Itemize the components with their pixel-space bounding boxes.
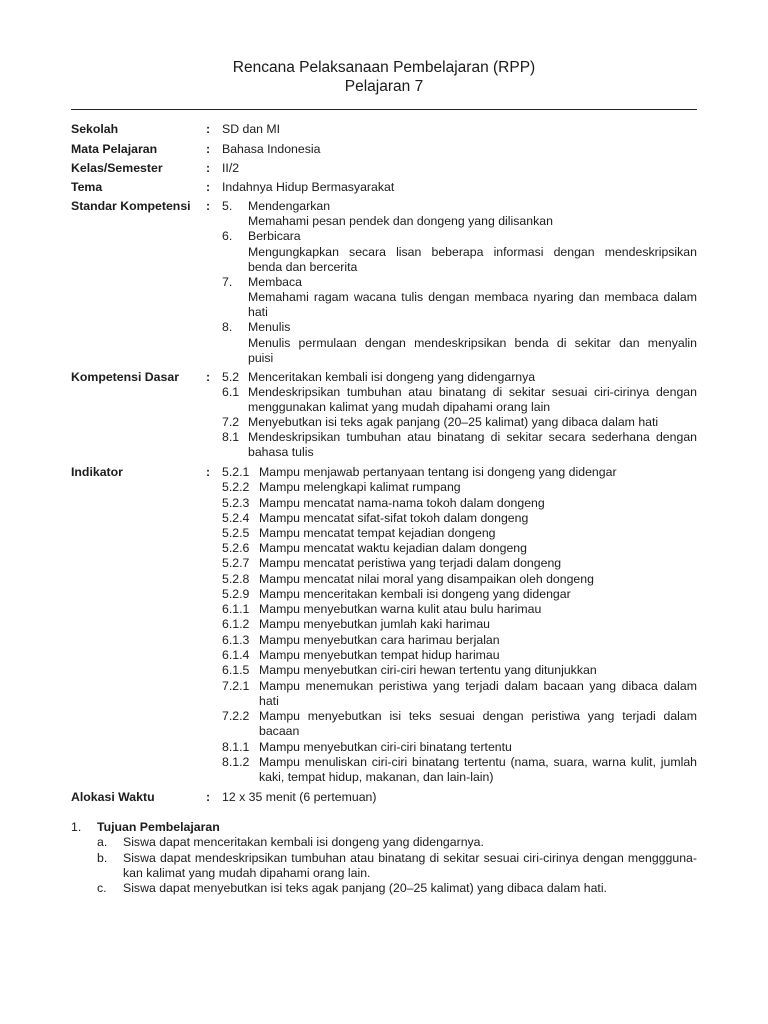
value-alokasi-waktu: 12 x 35 menit (6 pertemuan) xyxy=(222,790,377,804)
indikator-number: 8.1.1 xyxy=(222,740,250,754)
value-tema: Indahnya Hidup Bermasyarakat xyxy=(222,180,395,194)
indikator-number: 5.2.8 xyxy=(222,572,250,586)
indikator-line: Mampu menyebutkan ciri-ciri hewan tertentu yang ditunjukkan xyxy=(259,663,597,677)
indikator-number: 5.2.4 xyxy=(222,511,250,525)
indikator-line: Mampu menyebutkan jumlah kaki harimau xyxy=(259,617,491,631)
indikator-number: 8.1.2 xyxy=(222,755,250,769)
indikator-line: Mampu menyebutkan ciri-ciri binatang tertentu xyxy=(259,740,512,754)
list-letter: c. xyxy=(97,881,107,895)
sk-title: Membaca xyxy=(248,275,302,289)
indikator-line: Mampu mencatat tempat kejadian dongeng xyxy=(259,526,496,540)
sk-line: Memahami ragam wacana tulis dengan membaca nyaring dan membaca dalam xyxy=(248,290,697,304)
kd-number: 7.2 xyxy=(222,415,240,429)
indikator-line: hati xyxy=(259,694,279,708)
section-heading-tujuan: Tujuan Pembelajaran xyxy=(97,820,220,834)
kd-number: 5.2 xyxy=(222,370,240,384)
indikator-number: 7.2.2 xyxy=(222,709,250,723)
indikator-number: 5.2.5 xyxy=(222,526,250,540)
sk-line: Mengungkapkan secara lisan beberapa informasi dengan mendeskripsikan xyxy=(248,245,697,259)
sk-line: Memahami pesan pendek dan dongeng yang dilisankan xyxy=(248,214,553,228)
label-mata-pelajaran: Mata Pelajaran xyxy=(71,142,158,156)
indikator-line: bacaan xyxy=(259,724,300,738)
colon: : xyxy=(206,370,211,384)
sk-number: 8. xyxy=(222,320,233,334)
indikator-line: Mampu mencatat waktu kejadian dalam dongeng xyxy=(259,541,527,555)
title-divider xyxy=(71,109,697,110)
indikator-line: Mampu mencatat sifat-sifat tokoh dalam dongeng xyxy=(259,511,529,525)
kd-number: 6.1 xyxy=(222,385,240,399)
colon: : xyxy=(206,142,211,156)
indikator-line: Mampu melengkapi kalimat rumpang xyxy=(259,480,461,494)
value-kelas-semester: II/2 xyxy=(222,161,240,175)
label-kelas-semester: Kelas/Semester xyxy=(71,161,163,175)
indikator-line: Mampu menyebutkan isi teks sesuai dengan peristiwa yang terjadi dalam xyxy=(259,709,697,723)
kd-number: 8.1 xyxy=(222,430,240,444)
kd-line: Mendeskripsikan tumbuhan atau binatang di sekitar secara sederhana dengan xyxy=(248,430,697,444)
sk-title: Menulis xyxy=(248,320,291,334)
indikator-line: kaki, tempat hidup, makanan, dan lain-lain) xyxy=(259,770,494,784)
indikator-number: 6.1.1 xyxy=(222,602,250,616)
list-letter: a. xyxy=(97,835,108,849)
indikator-number: 5.2.3 xyxy=(222,496,250,510)
section-number: 1. xyxy=(71,820,82,834)
indikator-number: 5.2.9 xyxy=(222,587,250,601)
indikator-line: Mampu menemukan peristiwa yang terjadi dalam bacaan yang dibaca dalam xyxy=(259,679,697,693)
colon: : xyxy=(206,180,211,194)
sk-number: 6. xyxy=(222,229,233,243)
sk-number: 7. xyxy=(222,275,233,289)
list-letter: b. xyxy=(97,851,108,865)
indikator-number: 6.1.2 xyxy=(222,617,250,631)
tujuan-line: Siswa dapat menceritakan kembali isi dongeng yang didengarnya. xyxy=(123,835,484,849)
value-sekolah: SD dan MI xyxy=(222,122,281,136)
indikator-number: 6.1.3 xyxy=(222,633,250,647)
indikator-line: Mampu menceritakan kembali isi dongeng yang didengar xyxy=(259,587,571,601)
indikator-line: Mampu mencatat peristiwa yang terjadi dalam dongeng xyxy=(259,556,562,570)
indikator-line: Mampu menyebutkan warna kulit atau bulu harimau xyxy=(259,602,542,616)
label-tema: Tema xyxy=(71,180,103,194)
indikator-number: 6.1.5 xyxy=(222,663,250,677)
tujuan-line: kan kalimat yang mudah dipahami orang lain. xyxy=(123,866,371,880)
indikator-number: 6.1.4 xyxy=(222,648,250,662)
document-subtitle: Pelajaran 7 xyxy=(344,78,424,95)
kd-line: Menyebutkan isi teks agak panjang (20–25 kalimat) yang dibaca dalam hati xyxy=(248,415,659,429)
indikator-line: Mampu menyebutkan cara harimau berjalan xyxy=(259,633,500,647)
indikator-number: 5.2.1 xyxy=(222,465,250,479)
value-mata-pelajaran: Bahasa Indonesia xyxy=(222,142,321,156)
sk-line: hati xyxy=(248,305,268,319)
colon: : xyxy=(206,122,211,136)
indikator-line: Mampu mencatat nilai moral yang disampaikan oleh dongeng xyxy=(259,572,594,586)
colon: : xyxy=(206,199,211,213)
sk-line: puisi xyxy=(248,351,274,365)
label-alokasi-waktu: Alokasi Waktu xyxy=(71,790,155,804)
label-sekolah: Sekolah xyxy=(71,122,119,136)
kd-line: menggunakan kalimat yang mudah dipahami orang lain xyxy=(248,400,551,414)
label-standar-kompetensi: Standar Kompetensi xyxy=(71,199,191,213)
label-indikator: Indikator xyxy=(71,465,123,479)
document-title: Rencana Pelaksanaan Pembelajaran (RPP) xyxy=(232,59,536,76)
sk-title: Berbicara xyxy=(248,229,301,243)
indikator-line: Mampu menjawab pertanyaan tentang isi dongeng yang didengar xyxy=(259,465,617,479)
kd-line: bahasa tulis xyxy=(248,445,314,459)
sk-title: Mendengarkan xyxy=(248,199,331,213)
indikator-number: 5.2.2 xyxy=(222,480,250,494)
tujuan-line: Siswa dapat menyebutkan isi teks agak panjang (20–25 kalimat) yang dibaca dalam hati. xyxy=(123,881,607,895)
indikator-line: Mampu menyebutkan tempat hidup harimau xyxy=(259,648,500,662)
indikator-number: 5.2.7 xyxy=(222,556,250,570)
indikator-line: Mampu menuliskan ciri-ciri binatang tertentu (nama, suara, warna kulit, jumlah xyxy=(259,755,697,769)
sk-line: benda dan bercerita xyxy=(248,260,358,274)
label-kompetensi-dasar: Kompetensi Dasar xyxy=(71,370,179,384)
colon: : xyxy=(206,465,211,479)
kd-line: Menceritakan kembali isi dongeng yang didengarnya xyxy=(248,370,536,384)
colon: : xyxy=(206,161,211,175)
indikator-number: 5.2.6 xyxy=(222,541,250,555)
sk-line: Menulis permulaan dengan mendeskripsikan benda di sekitar dan menyalin xyxy=(248,336,697,350)
colon: : xyxy=(206,790,211,804)
kd-line: Mendeskripsikan tumbuhan atau binatang di sekitar sesuai ciri-cirinya dengan xyxy=(248,385,697,399)
indikator-line: Mampu mencatat nama-nama tokoh dalam dongeng xyxy=(259,496,545,510)
tujuan-line: Siswa dapat mendeskripsikan tumbuhan atau binatang di sekitar sesuai ciri-cirinya dengan menggguna- xyxy=(123,851,697,865)
sk-number: 5. xyxy=(222,199,233,213)
indikator-number: 7.2.1 xyxy=(222,679,250,693)
